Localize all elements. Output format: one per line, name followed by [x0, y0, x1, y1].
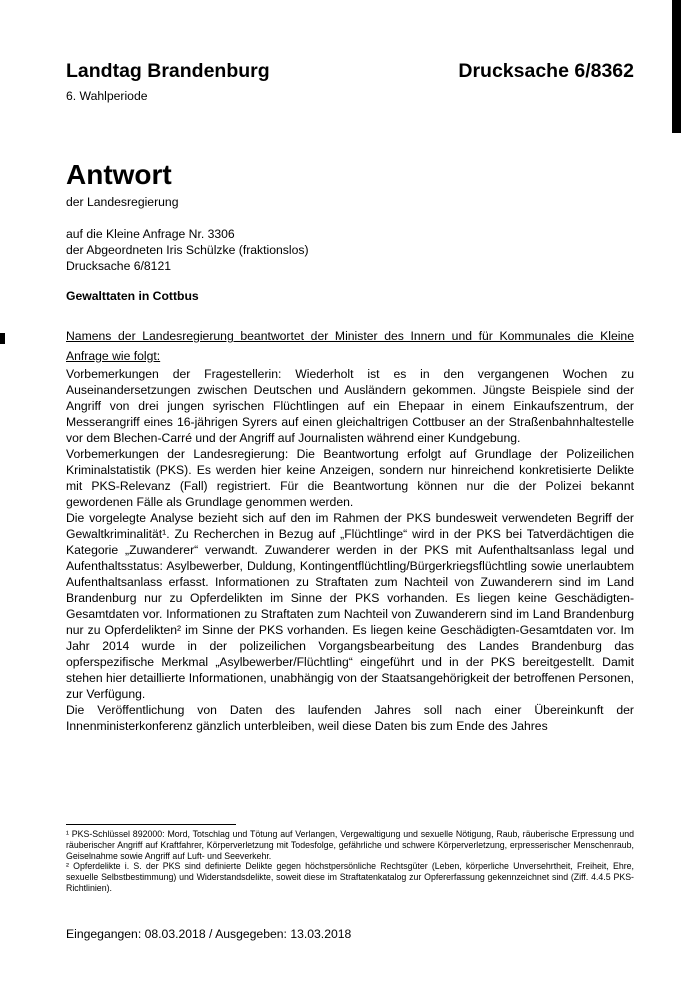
received-issued-dates: Eingegangen: 08.03.2018 / Ausgegeben: 13.03.2018 [66, 927, 352, 941]
legislative-period: 6. Wahlperiode [66, 89, 148, 103]
footnote-1: ¹ PKS-Schlüssel 892000: Mord, Totschlag und Tötung auf Verlangen, Vergewaltigung und sexuelle Nötigung, Raub, räuberische Erpressung und räuberischer Angriff auf Kraftfahrer, Körperverletzung mit Todesfolge, gefährliche und schwere Körperverletzung, erpresserischer Menschenraub, Geiselnahme sowie Angriff auf Luft- und Seeverkehr. [66, 829, 634, 861]
title-block [66, 160, 178, 209]
scan-artifact-right [672, 0, 681, 133]
document-body [66, 327, 634, 734]
document-title: Antwort [66, 159, 172, 190]
reference-line-drucksache: Drucksache 6/8121 [66, 259, 172, 273]
reference-block [66, 226, 309, 274]
footnote-separator [66, 824, 236, 825]
institution-name: Landtag Brandenburg [66, 60, 270, 82]
intro-statement: Namens der Landesregierung beantwortet der Minister des Innern und für Kommunales die Kleine Anfrage wie folgt: [66, 329, 634, 363]
remarks-questioner-paragraph: Vorbemerkungen der Fragestellerin: Wiederholt ist es in den vergangenen Wochen zu Auseinandersetzungen zwischen Deutschen und Ausländern gekommen. Jüngste Beispiele sind der Angriff von drei jungen syrischen Flüchtlingen auf ein Ehepaar in einem Einkaufszentrum, der Messerangriff eines 16-jährigen Syrers auf einen gleichaltrigen Cottbuser an der Straßenbahnhaltestelle vor dem Blechen-Carré und der Angriff auf Journalisten während einer Kundgebung. [66, 367, 634, 445]
footnote-2: ² Opferdelikte i. S. der PKS sind definierte Delikte gegen höchstpersönliche Rechtsgüter (Leben, körperliche Unversehrtheit, Freiheit, Ehre, sexuelle Selbstbestimmung) und Widerstandsdelikte, soweit diese im Straftatenkatalog zur Opfererfassung gekennzeichnet sind (Ziff. 4.4.5 PKS-Richtlinien). [66, 861, 634, 893]
reference-line-abgeordnete: der Abgeordneten Iris Schülzke (fraktionslos) [66, 243, 309, 257]
footnotes-section [66, 824, 634, 894]
analysis-paragraph: Die vorgelegte Analyse bezieht sich auf den im Rahmen der PKS bundesweit verwendeten Begriff der Gewaltkriminalität¹. Zu Recherchen in Bezug auf „Flüchtlinge“ wird in der PKS bei Tatverdächtigen die Kategorie „Zuwanderer“ verwandt. Zuwanderer werden in der PKS mit Aufenthaltsanlass legal und Aufenthaltsstatus: Asylbewerber, Duldung, Kontingentflüchtling/Bürgerkriegsflüchtling sowie unerlaubtem Aufenthaltsanlass erfasst. Informationen zu Straftaten zum Nachteil von Zuwanderern sind im Land Brandenburg nur zu Opferdelikten im Sinne der PKS vorhanden. Es liegen keine Geschädigten-Gesamtdaten vor. Informationen zu Straftaten zum Nachteil von Zuwanderern sind im Land Brandenburg nur zu Opferdelikten² im Sinne der PKS vorhanden. Es liegen keine Geschädigten-Gesamtdaten vor. Im Jahr 2014 wurde in der polizeilichen Vorgangsbearbeitung des Landes Brandenburg das opferspezifische Merkmal „Asylbewerber/Flüchtling“ eingeführt und in der PKS bereitgestellt. Damit stehen hier detaillierte Informationen, unabhängig von der Staatsangehörigkeit der betroffenen Personen, zur Verfügung. [66, 511, 634, 701]
scan-artifact-left [0, 333, 5, 344]
document-number: Drucksache 6/8362 [458, 60, 634, 82]
document-subtitle: der Landesregierung [66, 195, 179, 209]
subject-heading: Gewalttaten in Cottbus [66, 289, 199, 303]
reference-line-anfrage: auf die Kleine Anfrage Nr. 3306 [66, 227, 235, 241]
document-header [66, 60, 634, 83]
remarks-government-paragraph: Vorbemerkungen der Landesregierung: Die Beantwortung erfolgt auf Grundlage der Polizeilichen Kriminalstatistik (PKS). Es werden hier keine Anzeigen, sondern nur hinreichend konkretisierte Delikte mit PKS-Relevanz (Fall) registriert. Für die Beantwortung können nur die der Polizei bekannt gewordenen Fälle als Grundlage genommen werden. [66, 447, 634, 509]
publication-paragraph: Die Veröffentlichung von Daten des laufenden Jahres soll nach einer Übereinkunft der Innenministerkonferenz gänzlich unterbleiben, weil diese Daten bis zum Ende des Jahres [66, 703, 634, 733]
